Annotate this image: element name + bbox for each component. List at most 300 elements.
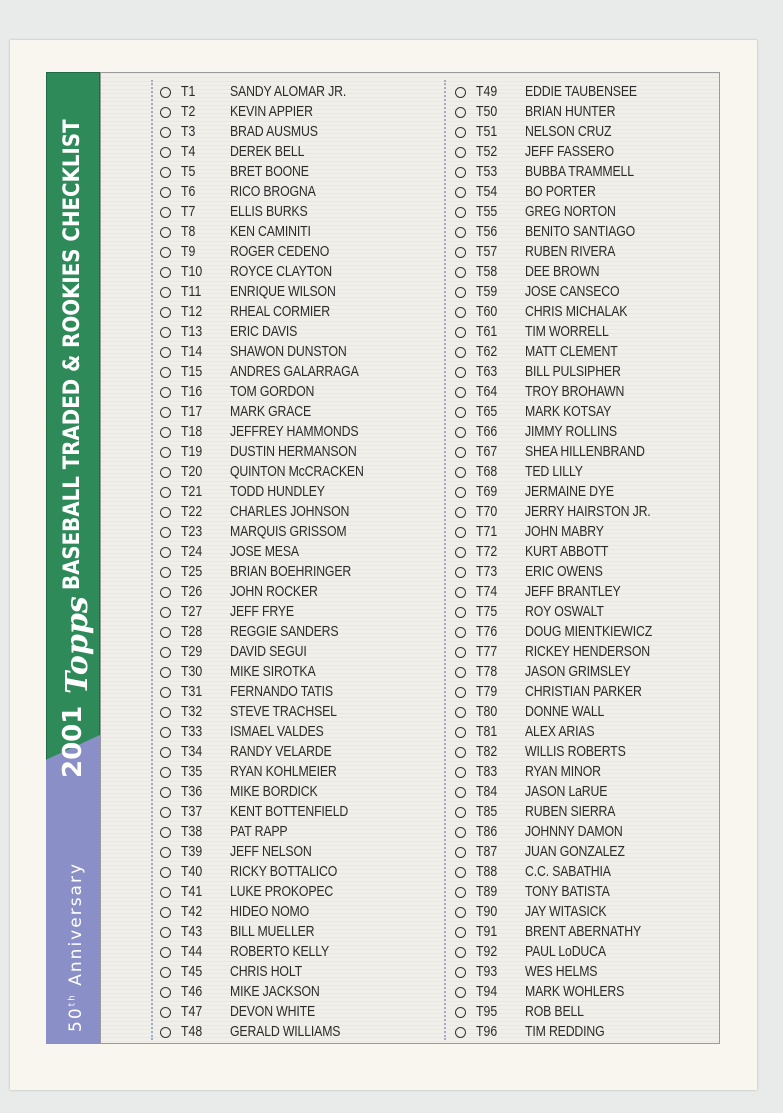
player-name: DUSTIN HERMANSON	[230, 443, 357, 460]
card-number: T75	[476, 603, 498, 620]
checkbox-circle-icon[interactable]	[160, 247, 171, 258]
player-name: KEN CAMINITI	[230, 223, 311, 240]
checkbox-circle-icon[interactable]	[160, 607, 171, 618]
checklist-item	[160, 802, 393, 822]
checkbox-circle-icon[interactable]	[455, 227, 466, 238]
checklist-item	[160, 102, 393, 122]
card-number: T48	[181, 1023, 203, 1040]
checklist-item	[160, 282, 393, 302]
card-number: T63	[476, 363, 498, 380]
checkbox-circle-icon[interactable]	[455, 747, 466, 758]
checklist-item	[455, 722, 680, 742]
checklist-item	[455, 902, 680, 922]
checkbox-circle-icon[interactable]	[455, 267, 466, 278]
card-number: T57	[476, 243, 498, 260]
player-name: DONNE WALL	[525, 703, 605, 720]
card-number: T36	[181, 783, 203, 800]
anniversary-number: 50	[66, 1006, 86, 1032]
card-number: T29	[181, 643, 203, 660]
player-name: STEVE TRACHSEL	[230, 703, 337, 720]
checklist-item	[160, 502, 393, 522]
checkbox-circle-icon[interactable]	[455, 1007, 466, 1018]
card-number: T23	[181, 523, 203, 540]
checklist-item	[160, 622, 393, 642]
checkbox-circle-icon[interactable]	[160, 887, 171, 898]
player-name: GREG NORTON	[525, 203, 616, 220]
checkbox-circle-icon[interactable]	[455, 287, 466, 298]
checkbox-circle-icon[interactable]	[455, 147, 466, 158]
player-name: JIMMY ROLLINS	[525, 423, 617, 440]
checklist-item	[455, 422, 680, 442]
card-number: T78	[476, 663, 498, 680]
card-number: T79	[476, 683, 498, 700]
checklist-item	[160, 922, 393, 942]
card-number: T37	[181, 803, 203, 820]
player-name: CHRISTIAN PARKER	[525, 683, 642, 700]
checkbox-circle-icon[interactable]	[160, 1027, 171, 1038]
player-name: BILL MUELLER	[230, 923, 315, 940]
checklist-item	[160, 242, 393, 262]
checkbox-circle-icon[interactable]	[455, 927, 466, 938]
player-name: C.C. SABATHIA	[525, 863, 611, 880]
card-number: T85	[476, 803, 498, 820]
player-name: JOHN MABRY	[525, 523, 604, 540]
card-number: T7	[181, 203, 196, 220]
checklist-item	[160, 562, 393, 582]
player-name: EDDIE TAUBENSEE	[525, 83, 637, 100]
card-number: T16	[181, 383, 203, 400]
player-name: WILLIS ROBERTS	[525, 743, 626, 760]
card-number: T62	[476, 343, 498, 360]
checklist-item	[160, 422, 393, 442]
checkbox-circle-icon[interactable]	[455, 827, 466, 838]
checklist-item	[160, 222, 393, 242]
player-name: BILL PULSIPHER	[525, 363, 621, 380]
player-name: TIM WORRELL	[525, 323, 609, 340]
player-name: NELSON CRUZ	[525, 123, 612, 140]
checklist-item	[160, 202, 393, 222]
player-name: ROBERTO KELLY	[230, 943, 330, 960]
card-number: T65	[476, 403, 498, 420]
player-name: JEFFREY HAMMONDS	[230, 423, 359, 440]
checkbox-circle-icon[interactable]	[160, 707, 171, 718]
card-number: T50	[476, 103, 498, 120]
card-number: T35	[181, 763, 203, 780]
card-number: T71	[476, 523, 498, 540]
card-number: T32	[181, 703, 203, 720]
checklist-item	[455, 882, 680, 902]
card-number: T10	[181, 263, 203, 280]
card-number: T49	[476, 83, 498, 100]
checkbox-circle-icon[interactable]	[160, 127, 171, 138]
checklist-item	[455, 702, 680, 722]
checklist-item	[455, 522, 680, 542]
card-number: T76	[476, 623, 498, 640]
player-name: RICKY BOTTALICO	[230, 863, 338, 880]
checkbox-circle-icon[interactable]	[160, 647, 171, 658]
checkbox-circle-icon[interactable]	[160, 187, 171, 198]
player-name: TOM GORDON	[230, 383, 315, 400]
card-number: T21	[181, 483, 203, 500]
player-name: CHRIS MICHALAK	[525, 303, 628, 320]
card-number: T1	[181, 83, 196, 100]
checkbox-circle-icon[interactable]	[160, 407, 171, 418]
card-number: T59	[476, 283, 498, 300]
checkbox-circle-icon[interactable]	[160, 467, 171, 478]
checkbox-circle-icon[interactable]	[455, 187, 466, 198]
player-name: JEFF BRANTLEY	[525, 583, 621, 600]
card-number: T8	[181, 223, 196, 240]
card-number: T30	[181, 663, 203, 680]
checklist-item	[455, 602, 680, 622]
checkbox-circle-icon[interactable]	[160, 847, 171, 858]
checkbox-circle-icon[interactable]	[160, 267, 171, 278]
checklist-item	[455, 102, 680, 122]
card-number: T56	[476, 223, 498, 240]
card-number: T67	[476, 443, 498, 460]
checkbox-circle-icon[interactable]	[455, 407, 466, 418]
checkbox-circle-icon[interactable]	[455, 967, 466, 978]
player-name: RICO BROGNA	[230, 183, 316, 200]
checklist-item	[455, 842, 680, 862]
checklist-item	[160, 782, 393, 802]
checklist-item	[160, 522, 393, 542]
checkbox-circle-icon[interactable]	[455, 107, 466, 118]
card-number: T77	[476, 643, 498, 660]
checkbox-circle-icon[interactable]	[160, 807, 171, 818]
card-number: T31	[181, 683, 203, 700]
checklist-item	[160, 322, 393, 342]
card-number: T33	[181, 723, 203, 740]
checkbox-circle-icon[interactable]	[160, 447, 171, 458]
checkbox-circle-icon[interactable]	[455, 847, 466, 858]
card-number: T51	[476, 123, 498, 140]
card-number: T13	[181, 323, 203, 340]
player-name: PAUL LoDUCA	[525, 943, 606, 960]
player-name: ROY OSWALT	[525, 603, 604, 620]
checkbox-circle-icon[interactable]	[160, 767, 171, 778]
checkbox-circle-icon[interactable]	[160, 667, 171, 678]
player-name: DEREK BELL	[230, 143, 305, 160]
checklist-item	[160, 182, 393, 202]
anniversary-label	[66, 822, 86, 1032]
checkbox-circle-icon[interactable]	[160, 487, 171, 498]
card-number: T86	[476, 823, 498, 840]
card-number: T64	[476, 383, 498, 400]
player-name: SANDY ALOMAR JR.	[230, 83, 347, 100]
checklist-item	[160, 862, 393, 882]
player-name: MARK WOHLERS	[525, 983, 625, 1000]
card-number: T89	[476, 883, 498, 900]
player-name: RHEAL CORMIER	[230, 303, 330, 320]
player-name: JASON LaRUE	[525, 783, 608, 800]
card-number: T42	[181, 903, 203, 920]
player-name: CHRIS HOLT	[230, 963, 302, 980]
checklist-item	[160, 902, 393, 922]
checkbox-circle-icon[interactable]	[455, 387, 466, 398]
checklist-item	[455, 462, 680, 482]
checkbox-circle-icon[interactable]	[455, 247, 466, 258]
checkbox-circle-icon[interactable]	[160, 1007, 171, 1018]
checkbox-circle-icon[interactable]	[160, 907, 171, 918]
checkbox-circle-icon[interactable]	[455, 327, 466, 338]
player-name: TED LILLY	[525, 463, 583, 480]
card-number: T52	[476, 143, 498, 160]
checkbox-circle-icon[interactable]	[455, 167, 466, 178]
player-name: MIKE SIROTKA	[230, 663, 316, 680]
player-name: KEVIN APPIER	[230, 103, 313, 120]
checklist-item	[455, 582, 680, 602]
checkbox-circle-icon[interactable]	[160, 747, 171, 758]
player-name: TIM REDDING	[525, 1023, 605, 1040]
player-name: RANDY VELARDE	[230, 743, 332, 760]
player-name: ELLIS BURKS	[230, 203, 308, 220]
checkbox-circle-icon[interactable]	[455, 887, 466, 898]
checkbox-circle-icon[interactable]	[455, 467, 466, 478]
player-name: TODD HUNDLEY	[230, 483, 325, 500]
card-number: T84	[476, 783, 498, 800]
checklist-column-left	[160, 82, 393, 1042]
checkbox-circle-icon[interactable]	[455, 487, 466, 498]
checkbox-circle-icon[interactable]	[160, 687, 171, 698]
checklist-item	[455, 862, 680, 882]
checkbox-circle-icon[interactable]	[160, 107, 171, 118]
checklist-item	[160, 362, 393, 382]
anniversary-word: Anniversary	[66, 861, 86, 986]
player-name: KURT ABBOTT	[525, 543, 609, 560]
checkbox-circle-icon[interactable]	[455, 547, 466, 558]
checklist-item	[160, 382, 393, 402]
player-name: MIKE JACKSON	[230, 983, 320, 1000]
checklist-item	[160, 582, 393, 602]
checkbox-circle-icon[interactable]	[160, 507, 171, 518]
card-number: T66	[476, 423, 498, 440]
card-number: T18	[181, 423, 203, 440]
player-name: JASON GRIMSLEY	[525, 663, 631, 680]
card-number: T93	[476, 963, 498, 980]
checkbox-circle-icon[interactable]	[160, 347, 171, 358]
card-number: T26	[181, 583, 203, 600]
anniversary-suffix: th	[67, 993, 78, 1007]
card-number: T38	[181, 823, 203, 840]
player-name: RUBEN RIVERA	[525, 243, 616, 260]
checklist-item	[160, 962, 393, 982]
checklist-item	[455, 342, 680, 362]
player-name: ISMAEL VALDES	[230, 723, 324, 740]
checkbox-circle-icon[interactable]	[455, 527, 466, 538]
checkbox-circle-icon[interactable]	[160, 627, 171, 638]
checklist-item	[160, 642, 393, 662]
checklist-item	[160, 262, 393, 282]
checkbox-circle-icon[interactable]	[455, 427, 466, 438]
checkbox-circle-icon[interactable]	[455, 607, 466, 618]
year-label: 2001	[58, 705, 88, 778]
checklist-item	[160, 822, 393, 842]
player-name: JERRY HAIRSTON JR.	[525, 503, 651, 520]
checkbox-circle-icon[interactable]	[160, 587, 171, 598]
card-number: T5	[181, 163, 196, 180]
card-number: T20	[181, 463, 203, 480]
player-name: PAT RAPP	[230, 823, 288, 840]
checkbox-circle-icon[interactable]	[455, 667, 466, 678]
player-name: DAVID SEGUI	[230, 643, 307, 660]
checkbox-circle-icon[interactable]	[455, 647, 466, 658]
player-name: GERALD WILLIAMS	[230, 1023, 341, 1040]
checkbox-circle-icon[interactable]	[455, 767, 466, 778]
checkbox-circle-icon[interactable]	[455, 447, 466, 458]
checkbox-circle-icon[interactable]	[160, 207, 171, 218]
checklist-item	[455, 782, 680, 802]
checkbox-circle-icon[interactable]	[160, 947, 171, 958]
checkbox-circle-icon[interactable]	[455, 867, 466, 878]
checkbox-circle-icon[interactable]	[455, 347, 466, 358]
card-number: T14	[181, 343, 203, 360]
checkbox-circle-icon[interactable]	[160, 567, 171, 578]
card-number: T3	[181, 123, 196, 140]
checklist-item	[160, 82, 393, 102]
checkbox-circle-icon[interactable]	[160, 287, 171, 298]
card-number: T61	[476, 323, 498, 340]
card-number: T15	[181, 363, 203, 380]
player-name: REGGIE SANDERS	[230, 623, 339, 640]
player-name: JOSE CANSECO	[525, 283, 620, 300]
player-name: RYAN KOHLMEIER	[230, 763, 337, 780]
player-name: ROB BELL	[525, 1003, 584, 1020]
checklist-item	[160, 682, 393, 702]
checkbox-circle-icon[interactable]	[455, 587, 466, 598]
checkbox-circle-icon[interactable]	[455, 307, 466, 318]
card-number: T83	[476, 763, 498, 780]
player-name: MARK GRACE	[230, 403, 312, 420]
checkbox-circle-icon[interactable]	[160, 427, 171, 438]
checkbox-circle-icon[interactable]	[455, 367, 466, 378]
checkbox-circle-icon[interactable]	[455, 627, 466, 638]
checkbox-circle-icon[interactable]	[160, 387, 171, 398]
checkbox-circle-icon[interactable]	[455, 907, 466, 918]
player-name: DOUG MIENTKIEWICZ	[525, 623, 653, 640]
checkbox-circle-icon[interactable]	[160, 787, 171, 798]
player-name: MIKE BORDICK	[230, 783, 318, 800]
card-number: T88	[476, 863, 498, 880]
checkbox-circle-icon[interactable]	[455, 507, 466, 518]
checkbox-circle-icon[interactable]	[160, 147, 171, 158]
checkbox-circle-icon[interactable]	[160, 327, 171, 338]
checkbox-circle-icon[interactable]	[160, 527, 171, 538]
checklist-item	[160, 762, 393, 782]
checkbox-circle-icon[interactable]	[455, 127, 466, 138]
card-number: T58	[476, 263, 498, 280]
checkbox-circle-icon[interactable]	[455, 727, 466, 738]
checklist-item	[160, 142, 393, 162]
checkbox-circle-icon[interactable]	[455, 807, 466, 818]
checklist-item	[160, 162, 393, 182]
checklist-item	[455, 222, 680, 242]
checkbox-circle-icon[interactable]	[160, 227, 171, 238]
checkbox-circle-icon[interactable]	[455, 687, 466, 698]
checkbox-circle-icon[interactable]	[160, 727, 171, 738]
card-number: T91	[476, 923, 498, 940]
card-number: T82	[476, 743, 498, 760]
player-name: BENITO SANTIAGO	[525, 223, 636, 240]
checkbox-circle-icon[interactable]	[455, 207, 466, 218]
player-name: RICKEY HENDERSON	[525, 643, 650, 660]
checklist-item	[455, 442, 680, 462]
checklist-item	[455, 822, 680, 842]
checklist-item	[455, 302, 680, 322]
card-number: T34	[181, 743, 203, 760]
checklist-item	[455, 942, 680, 962]
card-number: T94	[476, 983, 498, 1000]
player-name: JAY WITASICK	[525, 903, 607, 920]
checklist-item	[455, 202, 680, 222]
checklist-item	[455, 122, 680, 142]
player-name: DEVON WHITE	[230, 1003, 315, 1020]
checkbox-circle-icon[interactable]	[160, 827, 171, 838]
checkbox-circle-icon[interactable]	[455, 987, 466, 998]
player-name: TONY BATISTA	[525, 883, 610, 900]
checklist-item	[455, 802, 680, 822]
checklist-item	[160, 942, 393, 962]
card-number: T28	[181, 623, 203, 640]
card-number: T9	[181, 243, 196, 260]
player-name: JEFF FASSERO	[525, 143, 614, 160]
card-number: T72	[476, 543, 498, 560]
card-number: T46	[181, 983, 203, 1000]
checkbox-circle-icon[interactable]	[160, 307, 171, 318]
checkbox-circle-icon[interactable]	[455, 87, 466, 98]
player-name: RYAN MINOR	[525, 763, 601, 780]
checklist-column-right	[455, 82, 680, 1042]
player-name: BO PORTER	[525, 183, 596, 200]
checkbox-circle-icon[interactable]	[160, 967, 171, 978]
checkbox-circle-icon[interactable]	[455, 787, 466, 798]
checkbox-circle-icon[interactable]	[455, 947, 466, 958]
card-number: T73	[476, 563, 498, 580]
checkbox-circle-icon[interactable]	[160, 547, 171, 558]
checkbox-circle-icon[interactable]	[160, 927, 171, 938]
checkbox-circle-icon[interactable]	[455, 567, 466, 578]
checklist-item	[455, 922, 680, 942]
topps-logo: Topps	[60, 596, 95, 694]
player-name: BRAD AUSMUS	[230, 123, 318, 140]
checkbox-circle-icon[interactable]	[160, 167, 171, 178]
card-number: T60	[476, 303, 498, 320]
checklist-item	[455, 82, 680, 102]
checkbox-circle-icon[interactable]	[455, 1027, 466, 1038]
checkbox-circle-icon[interactable]	[455, 707, 466, 718]
checklist-item	[455, 142, 680, 162]
player-name: MARK KOTSAY	[525, 403, 612, 420]
checklist-item	[160, 742, 393, 762]
card-number: T55	[476, 203, 498, 220]
checkbox-circle-icon[interactable]	[160, 367, 171, 378]
checkbox-circle-icon[interactable]	[160, 87, 171, 98]
checklist-item	[455, 502, 680, 522]
checklist-item	[455, 762, 680, 782]
checklist-item	[455, 182, 680, 202]
card-number: T6	[181, 183, 196, 200]
card-number: T87	[476, 843, 498, 860]
checkbox-circle-icon[interactable]	[160, 867, 171, 878]
checkbox-circle-icon[interactable]	[160, 987, 171, 998]
checklist-item	[160, 722, 393, 742]
dotted-divider-middle	[444, 80, 446, 1040]
card-number: T68	[476, 463, 498, 480]
player-name: MATT CLEMENT	[525, 343, 618, 360]
checklist-item	[455, 382, 680, 402]
checklist-item	[160, 1022, 393, 1042]
checklist-item	[455, 642, 680, 662]
